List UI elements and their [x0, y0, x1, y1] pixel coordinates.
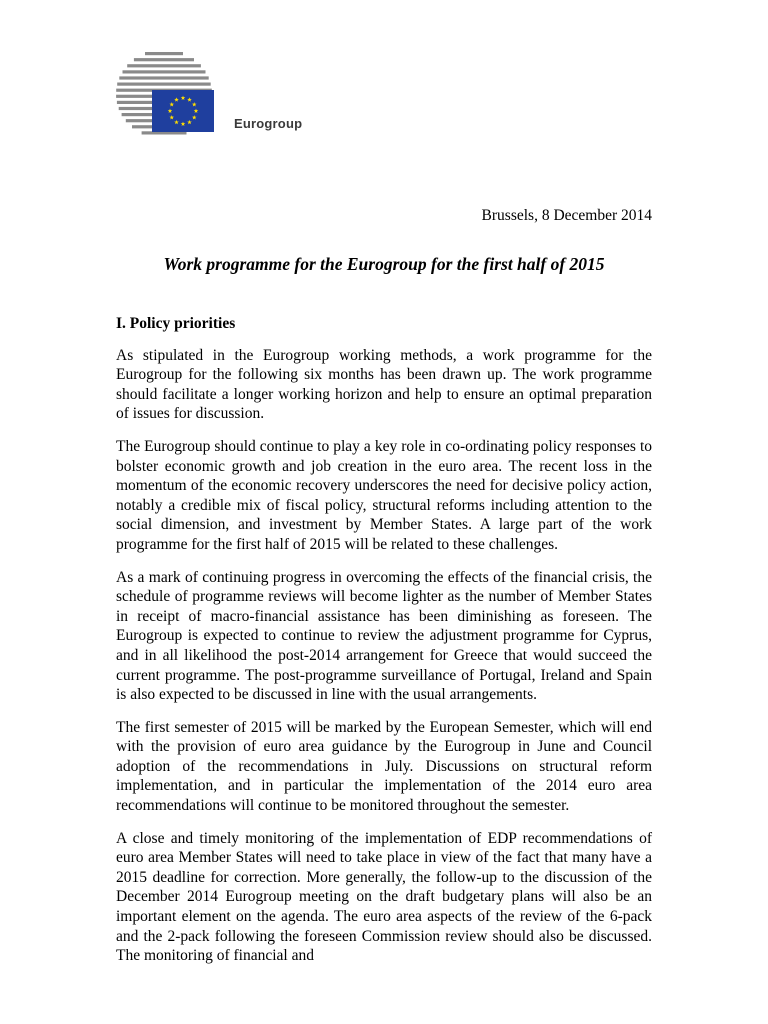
paragraph-2: The Eurogroup should continue to play a key role in co-ordinating policy responses to bolster economic growth and job creation in the euro area. The recent loss in the momentum of the economic recovery underscores the need for decisive policy action, notably a credible mix of fiscal policy, structural reforms including attention to the social dimension, and investment by Member States. A large part of the work programme for the first half of 2015 will be related to these challenges.	[116, 437, 652, 553]
dateline: Brussels, 8 December 2014	[481, 207, 652, 224]
section-heading: I. Policy priorities	[116, 315, 236, 332]
document-title: Work programme for the Eurogroup for the first half of 2015	[163, 254, 605, 274]
paragraph-3: As a mark of continuing progress in overcoming the effects of the financial crisis, the schedule of programme reviews will become lighter as the number of Member States in receipt of macro-financial assistance has been diminishing as foreseen. The Eurogroup is expected to continue to review the adjustment programme for Cyprus, and in all likelihood the post-2014 arrangement for Greece that would succeed the current programme. The post-programme surveillance of Portugal, Ireland and Spain is also expected to be discussed in line with the usual arrangements.	[116, 568, 652, 704]
logo-stripe	[123, 70, 206, 73]
logo-stripe	[145, 52, 183, 55]
eu-council-emblem-icon	[112, 48, 216, 140]
logo-stripe	[117, 83, 211, 86]
paragraph-5: A close and timely monitoring of the implementation of EDP recommendations of euro area Member States will need to take place in view of the fact that many have a 2015 deadline for correction. More generally, the follow-up to the discussion of the December 2014 Eurogroup meeting on the draft budgetary plans will also be an important element on the agenda. The euro area aspects of the review of the 6-pack and the 2-pack following the foreseen Commission review should also be discussed. The monitoring of financial and	[116, 829, 652, 965]
document-body	[116, 314, 652, 979]
logo-stripe	[134, 58, 194, 61]
paragraph-1: As stipulated in the Eurogroup working methods, a work programme for the Eurogroup for the following six months has been drawn up. The work programme should facilitate a longer working horizon and help to ensure an optimal preparation of issues for discussion.	[116, 346, 652, 423]
paragraph-4: The first semester of 2015 will be marked by the European Semester, which will end with the provision of euro area guidance by the Eurogroup in June and Council adoption of the recommendations in July. Discussions on structural reform implementation, and in particular the implementation of the 2014 euro area recommendations will continue to be monitored throughout the semester.	[116, 718, 652, 815]
logo-stripe	[119, 76, 208, 79]
organization-name: Eurogroup	[234, 116, 303, 131]
logo-stripe	[127, 64, 201, 67]
